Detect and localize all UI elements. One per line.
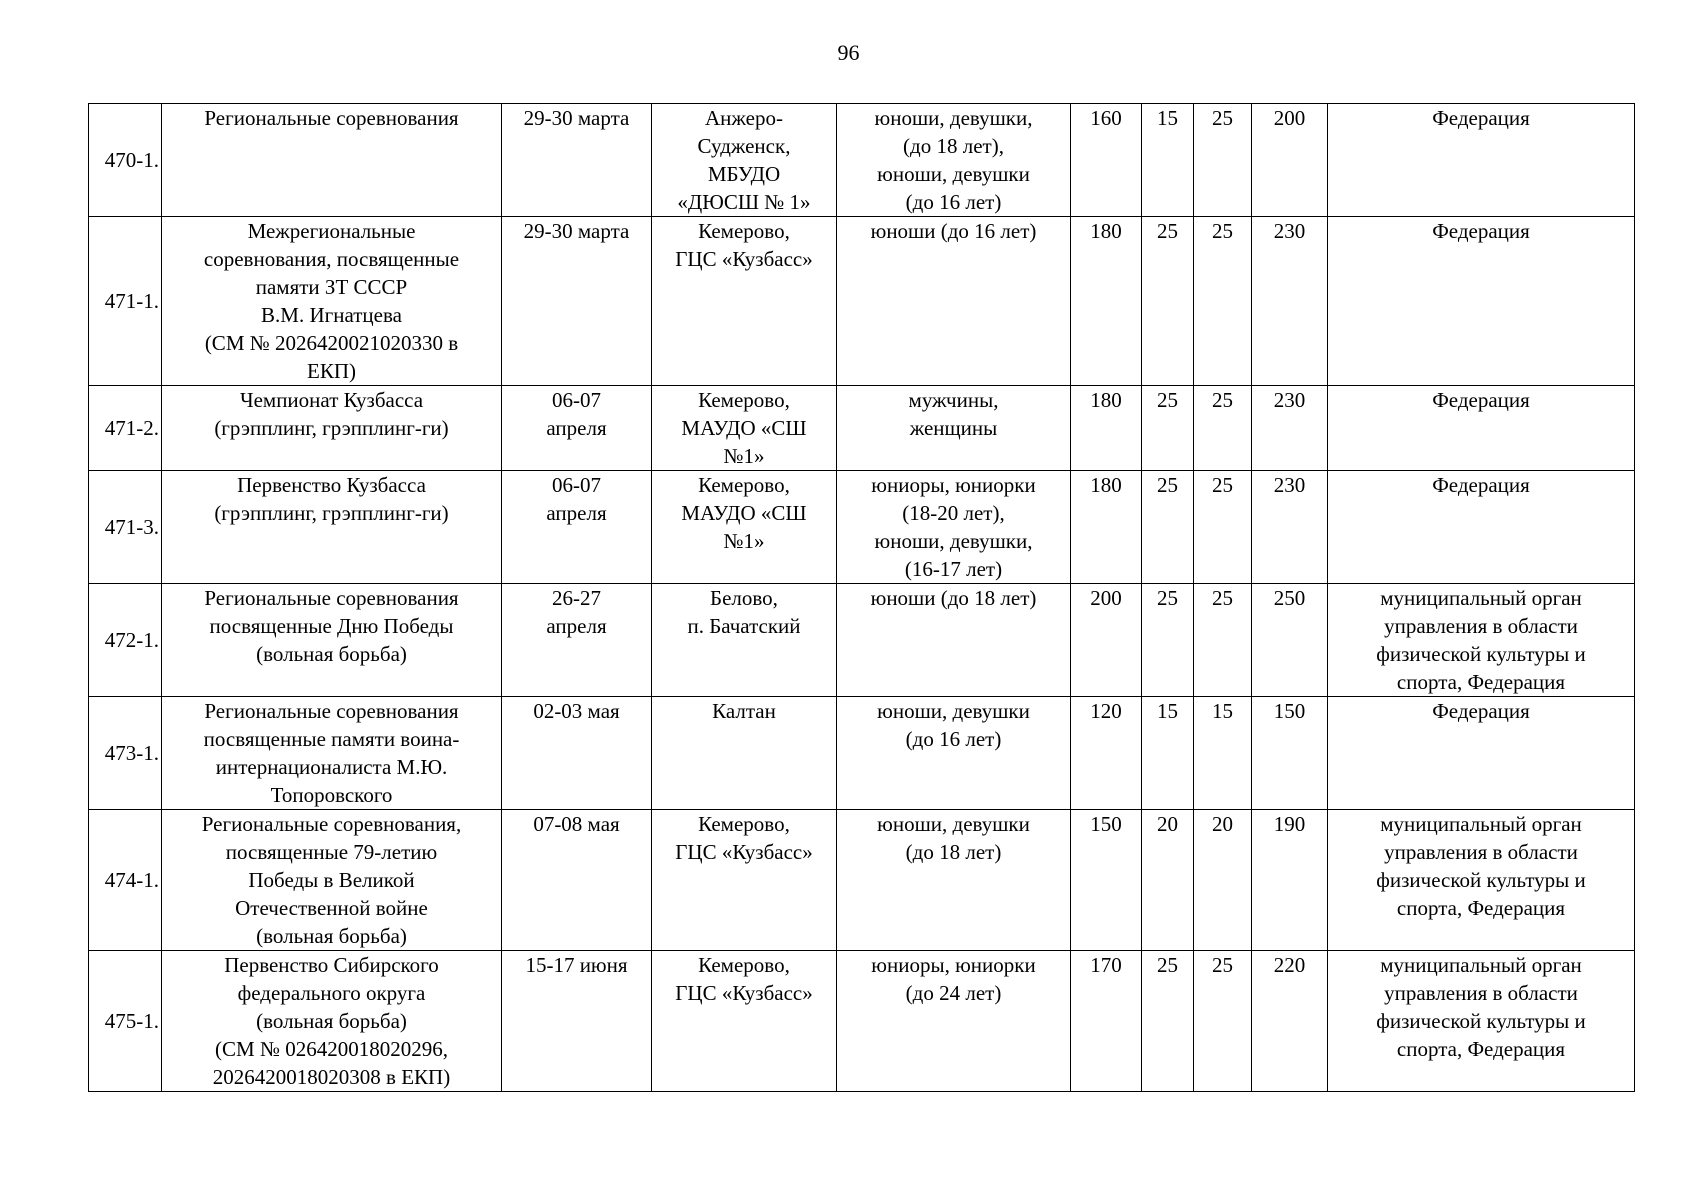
event-place: Кемерово, ГЦС «Кузбасс» [652, 810, 837, 951]
row-number: 474-1. [89, 810, 162, 951]
count-judges: 25 [1142, 584, 1194, 697]
event-participants: юноши, девушки (до 18 лет) [837, 810, 1071, 951]
event-organizer: муниципальный орган управления в области физической культуры и спорта, Федерация [1328, 584, 1635, 697]
event-participants: юноши, девушки, (до 18 лет), юноши, девушки (до 16 лет) [837, 104, 1071, 217]
count-officials: 25 [1194, 951, 1252, 1092]
count-officials: 20 [1194, 810, 1252, 951]
row-number: 471-3. [89, 471, 162, 584]
row-number: 470-1. [89, 104, 162, 217]
event-participants: юноши (до 16 лет) [837, 217, 1071, 386]
count-judges: 25 [1142, 951, 1194, 1092]
table-row [89, 951, 1635, 1092]
count-officials: 25 [1194, 584, 1252, 697]
count-judges: 25 [1142, 471, 1194, 584]
table-body [89, 104, 1635, 1092]
event-dates: 15-17 июня [502, 951, 652, 1092]
event-place: Кемерово, МАУДО «СШ №1» [652, 386, 837, 471]
event-name: Региональные соревнования, посвященные 79-летию Победы в Великой Отечественной войне (вольная борьба) [162, 810, 502, 951]
event-dates: 29-30 марта [502, 217, 652, 386]
count-total: 220 [1252, 951, 1328, 1092]
count-participants: 170 [1071, 951, 1142, 1092]
event-dates: 07-08 мая [502, 810, 652, 951]
count-total: 200 [1252, 104, 1328, 217]
event-name: Первенство Сибирского федерального округа (вольная борьба) (СМ № 026420018020296, 2026420018020308 в ЕКП) [162, 951, 502, 1092]
event-organizer: Федерация [1328, 697, 1635, 810]
count-total: 230 [1252, 471, 1328, 584]
count-participants: 180 [1071, 217, 1142, 386]
count-judges: 25 [1142, 217, 1194, 386]
count-total: 150 [1252, 697, 1328, 810]
event-place: Кемерово, ГЦС «Кузбасс» [652, 217, 837, 386]
count-judges: 15 [1142, 104, 1194, 217]
event-place: Кемерово, МАУДО «СШ №1» [652, 471, 837, 584]
event-organizer: Федерация [1328, 386, 1635, 471]
event-name: Межрегиональные соревнования, посвященные памяти ЗТ СССР В.М. Игнатцева (СМ № 2026420021020330 в ЕКП) [162, 217, 502, 386]
event-organizer: Федерация [1328, 471, 1635, 584]
event-place: Белово, п. Бачатский [652, 584, 837, 697]
event-place: Кемерово, ГЦС «Кузбасс» [652, 951, 837, 1092]
count-officials: 25 [1194, 104, 1252, 217]
count-total: 230 [1252, 386, 1328, 471]
count-total: 190 [1252, 810, 1328, 951]
events-table [88, 103, 1635, 1092]
table-row [89, 104, 1635, 217]
count-participants: 120 [1071, 697, 1142, 810]
row-number: 475-1. [89, 951, 162, 1092]
row-number: 471-1. [89, 217, 162, 386]
count-participants: 160 [1071, 104, 1142, 217]
event-organizer: муниципальный орган управления в области физической культуры и спорта, Федерация [1328, 810, 1635, 951]
count-total: 230 [1252, 217, 1328, 386]
event-dates: 06-07 апреля [502, 386, 652, 471]
count-officials: 25 [1194, 217, 1252, 386]
count-judges: 25 [1142, 386, 1194, 471]
table-row [89, 217, 1635, 386]
count-participants: 150 [1071, 810, 1142, 951]
event-name: Региональные соревнования посвященные Дню Победы (вольная борьба) [162, 584, 502, 697]
count-total: 250 [1252, 584, 1328, 697]
table-row [89, 386, 1635, 471]
table-row [89, 810, 1635, 951]
table-row [89, 471, 1635, 584]
row-number: 471-2. [89, 386, 162, 471]
event-place: Анжеро- Судженск, МБУДО «ДЮСШ № 1» [652, 104, 837, 217]
event-dates: 29-30 марта [502, 104, 652, 217]
event-organizer: Федерация [1328, 104, 1635, 217]
count-judges: 15 [1142, 697, 1194, 810]
event-name: Первенство Кузбасса (грэпплинг, грэпплинг-ги) [162, 471, 502, 584]
event-organizer: Федерация [1328, 217, 1635, 386]
event-participants: юноши, девушки (до 16 лет) [837, 697, 1071, 810]
count-judges: 20 [1142, 810, 1194, 951]
row-number: 473-1. [89, 697, 162, 810]
event-dates: 02-03 мая [502, 697, 652, 810]
table-row [89, 697, 1635, 810]
event-name: Региональные соревнования посвященные памяти воина- интернационалиста М.Ю. Топоровского [162, 697, 502, 810]
count-participants: 180 [1071, 471, 1142, 584]
event-organizer: муниципальный орган управления в области физической культуры и спорта, Федерация [1328, 951, 1635, 1092]
count-participants: 200 [1071, 584, 1142, 697]
event-name: Чемпионат Кузбасса (грэпплинг, грэпплинг-ги) [162, 386, 502, 471]
event-participants: юноши (до 18 лет) [837, 584, 1071, 697]
count-participants: 180 [1071, 386, 1142, 471]
row-number: 472-1. [89, 584, 162, 697]
count-officials: 25 [1194, 386, 1252, 471]
event-place: Калтан [652, 697, 837, 810]
table-row [89, 584, 1635, 697]
event-participants: юниоры, юниорки (до 24 лет) [837, 951, 1071, 1092]
count-officials: 15 [1194, 697, 1252, 810]
event-participants: юниоры, юниорки (18-20 лет), юноши, девушки, (16-17 лет) [837, 471, 1071, 584]
event-dates: 06-07 апреля [502, 471, 652, 584]
event-name: Региональные соревнования [162, 104, 502, 217]
page-number: 96 [837, 40, 860, 65]
event-dates: 26-27 апреля [502, 584, 652, 697]
count-officials: 25 [1194, 471, 1252, 584]
event-participants: мужчины, женщины [837, 386, 1071, 471]
